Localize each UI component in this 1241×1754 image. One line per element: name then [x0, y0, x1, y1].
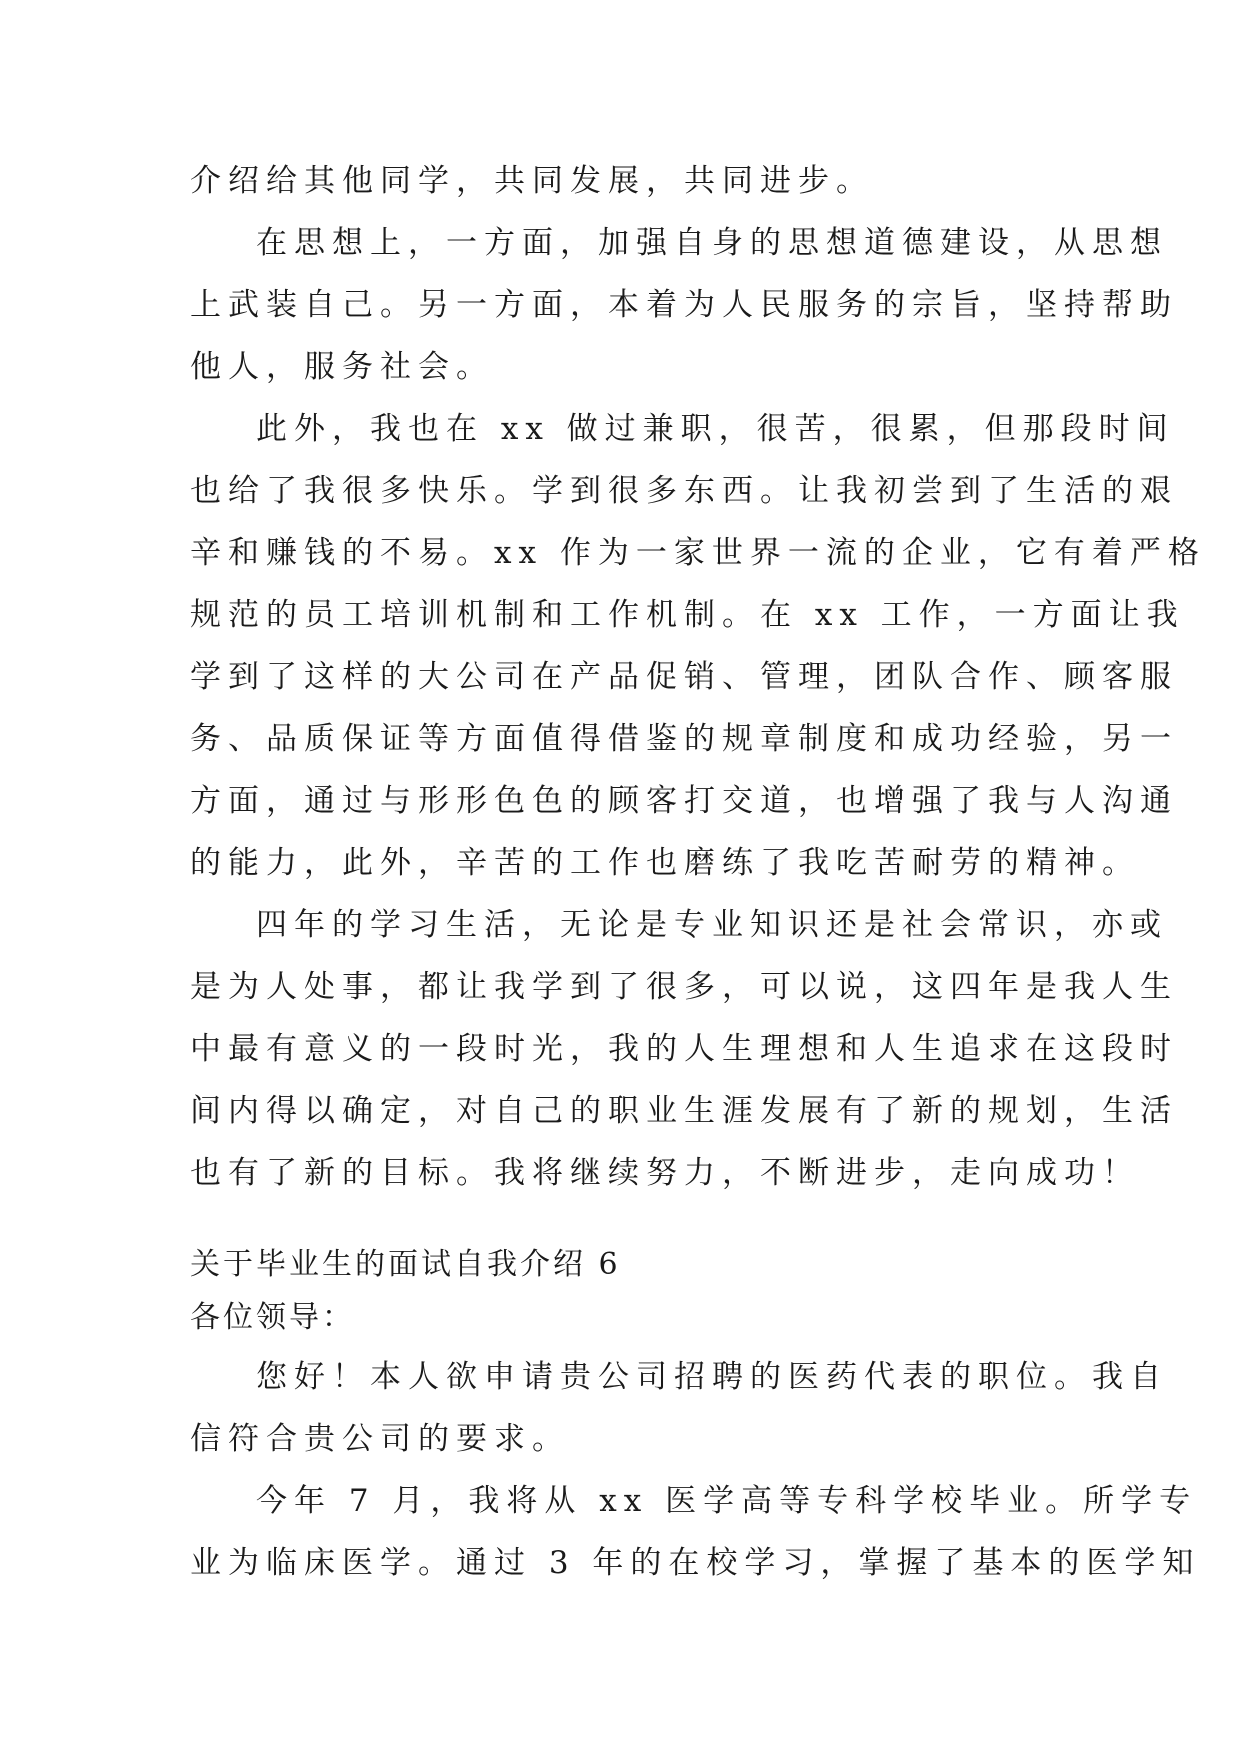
text-line: 的能力，此外，辛苦的工作也磨练了我吃苦耐劳的精神。	[190, 845, 1140, 881]
text-line: 学到了这样的大公司在产品促销、管理，团队合作、顾客服	[190, 659, 1178, 695]
text-line: 他人，服务社会。	[190, 349, 494, 385]
text-line: 也有了新的目标。我将继续努力，不断进步，走向成功！	[190, 1155, 1140, 1191]
text-line: 介绍给其他同学，共同发展，共同进步。	[190, 163, 874, 199]
paragraph	[190, 1346, 1168, 1470]
paragraph	[190, 1470, 1201, 1594]
text-line: 您好！本人欲申请贵公司招聘的医药代表的职位。我自	[256, 1359, 1168, 1395]
text-line: 也给了我很多快乐。学到很多东西。让我初尝到了生活的艰	[190, 473, 1178, 509]
text-line: 业为临床医学。通过 3 年的在校学习，掌握了基本的医学知	[190, 1545, 1201, 1581]
text-line: 在思想上，一方面，加强自身的思想道德建设，从思想	[256, 225, 1168, 261]
text-line: 此外，我也在 xx 做过兼职，很苦，很累，但那段时间	[256, 411, 1175, 447]
text-line: 中最有意义的一段时光，我的人生理想和人生追求在这段时	[190, 1031, 1178, 1067]
salutation: 各位领导：	[190, 1300, 355, 1335]
paragraph	[190, 894, 1178, 1204]
paragraph	[190, 150, 1050, 212]
text-line: 间内得以确定，对自己的职业生涯发展有了新的规划，生活	[190, 1093, 1178, 1129]
section-title: 关于毕业生的面试自我介绍 6	[190, 1247, 621, 1282]
text-line: 四年的学习生活，无论是专业知识还是社会常识，亦或	[256, 907, 1168, 943]
text-line: 信符合贵公司的要求。	[190, 1421, 570, 1457]
section-gap	[190, 1204, 1050, 1240]
text-line: 务、品质保证等方面值得借鉴的规章制度和成功经验，另一	[190, 721, 1178, 757]
paragraph	[190, 212, 1178, 398]
text-line: 方面，通过与形形色色的顾客打交道，也增强了我与人沟通	[190, 783, 1178, 819]
text-line: 是为人处事，都让我学到了很多，可以说，这四年是我人生	[190, 969, 1178, 1005]
text-line: 今年 7 月，我将从 xx 医学高等专科学校毕业。所学专	[256, 1483, 1198, 1519]
paragraph	[190, 398, 1206, 894]
text-line: 规范的员工培训机制和工作机制。在 xx 工作，一方面让我	[190, 597, 1185, 633]
document-page	[190, 150, 1206, 1594]
text-line: 辛和赚钱的不易。xx 作为一家世界一流的企业，它有着严格	[190, 535, 1206, 571]
text-line: 上武装自己。另一方面，本着为人民服务的宗旨，坚持帮助	[190, 287, 1178, 323]
